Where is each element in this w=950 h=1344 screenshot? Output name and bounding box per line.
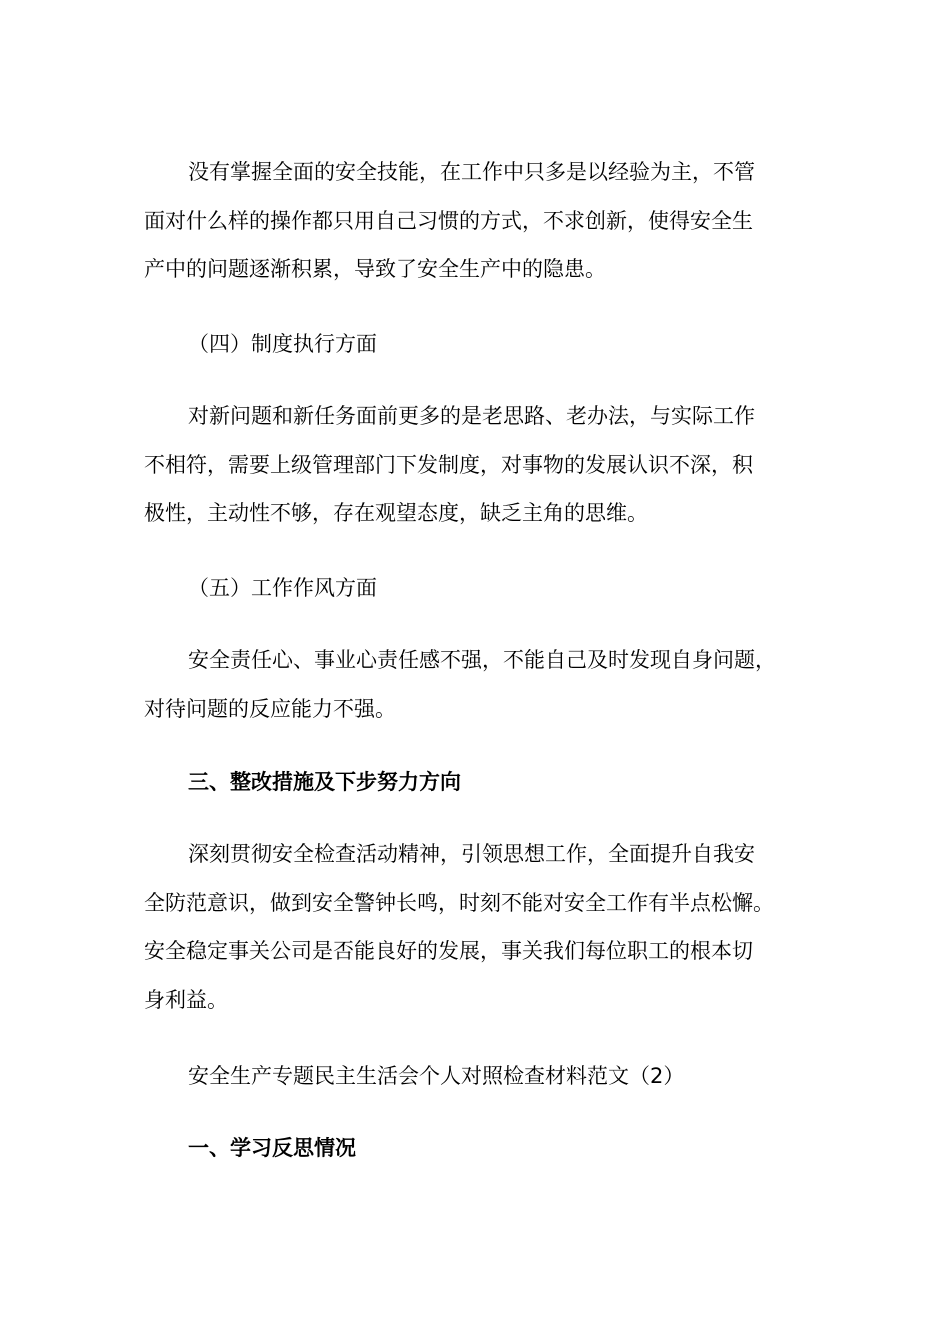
subtitle-text: 安全生产专题民主生活会个人对照检查材料范文（2） — [188, 1064, 685, 1088]
text-line: 不相符，需要上级管理部门下发制度，对事物的发展认识不深，积 — [144, 452, 753, 477]
paragraph-skills — [144, 148, 794, 294]
subheading-work-style — [144, 564, 794, 613]
paragraph-new-problems — [144, 392, 794, 538]
document-subtitle — [144, 1052, 794, 1101]
text-line: 全防范意识，做到安全警钟长鸣，时刻不能对安全工作有半点松懈。 — [144, 890, 774, 915]
text-line: 安全稳定事关公司是否能良好的发展，事关我们每位职工的根本切 — [144, 939, 753, 963]
text-line: 对待问题的反应能力不强。 — [144, 696, 396, 721]
text-line: 面对什么样的操作都只用自己习惯的方式，不求创新，使得安全生 — [144, 208, 753, 233]
text-line: 深刻贯彻安全检查活动精神，引领思想工作，全面提升自我安 — [188, 842, 755, 866]
text-line: 对新问题和新任务面前更多的是老思路、老办法，与实际工作 — [188, 404, 755, 428]
heading-study-reflection — [144, 1124, 794, 1173]
text-line: 产中的问题逐渐积累，导致了安全生产中的隐患。 — [144, 257, 606, 281]
text-line: 极性，主动性不够，存在观望态度，缺乏主角的思维。 — [144, 501, 648, 525]
text-line: 安全责任心、事业心责任感不强，不能自己及时发现自身问题， — [188, 648, 776, 672]
paragraph-safety-inspection — [144, 830, 794, 1024]
heading-text: 三、整改措施及下步努力方向 — [188, 770, 461, 794]
heading-text: 一、学习反思情况 — [188, 1136, 356, 1160]
text-line: 身利益。 — [144, 987, 228, 1012]
paragraph-responsibility — [144, 636, 794, 733]
subheading-text: （五）工作作风方面 — [188, 576, 377, 600]
text-line: 没有掌握全面的安全技能，在工作中只多是以经验为主，不管 — [188, 160, 755, 184]
subheading-text: （四）制度执行方面 — [188, 332, 377, 356]
subheading-system-execution — [144, 320, 794, 369]
heading-rectification — [144, 758, 794, 807]
